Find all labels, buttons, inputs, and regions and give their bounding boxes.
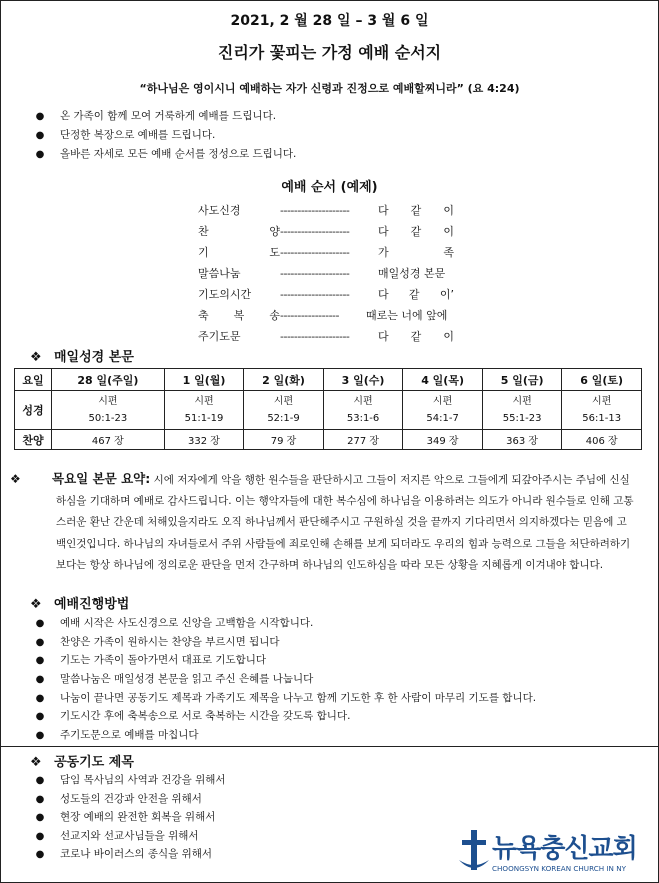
table-header: 2 일(화) <box>244 369 324 391</box>
table-row <box>15 369 642 391</box>
bullet-icon: ● <box>35 636 45 648</box>
table-cell: 시편 52:1-9 <box>244 391 324 430</box>
table-cell: 시편 56:1-13 <box>562 391 642 430</box>
list-item: ● 선교지와 선교사님들을 위해서 <box>20 827 226 846</box>
order-row: 기도의시간 -------------------- 다 같 이’ <box>198 288 454 301</box>
bullet-icon: ● <box>35 793 45 805</box>
list-item: ● 담임 목사님의 사역과 건강을 위해서 <box>20 771 226 790</box>
date-range: 2021, 2 월 28 일 – 3 월 6 일 <box>230 13 429 29</box>
diamond-icon: ❖ <box>30 350 42 365</box>
steps-list <box>20 614 536 745</box>
table-header: 1 일(월) <box>164 369 244 391</box>
table-cell: 467 장 <box>52 430 165 450</box>
divider <box>0 746 659 747</box>
table-cell: 332 장 <box>164 430 244 450</box>
diamond-icon: ❖ <box>10 472 21 486</box>
bullet-icon: ● <box>35 674 45 686</box>
table-cell: 시편 54:1-7 <box>403 391 483 430</box>
prayers-section-title: ❖ 공동기도 제목 <box>30 755 134 770</box>
table-cell: 363 장 <box>482 430 562 450</box>
order-row: 찬 양-------------------- 다 같 이 <box>198 225 454 238</box>
worship-order <box>198 200 454 347</box>
row-label: 성경 <box>15 391 52 430</box>
logo-english-name: CHOONGSYN KOREAN CHURCH IN NY <box>492 864 626 873</box>
worship-rules <box>20 107 296 164</box>
prayers-list <box>20 771 226 864</box>
bullet-icon: ● <box>35 775 45 786</box>
table-cell: 349 장 <box>403 430 483 450</box>
page-title: 진리가 꽃피는 가정 예배 순서지 <box>217 43 442 62</box>
list-item: ● 단정한 복장으로 예배를 드립니다. <box>20 126 296 145</box>
summary-title: 목요일 본문 요약: <box>52 471 151 486</box>
list-item: ● 현장 예배의 완전한 회복을 위해서 <box>20 808 226 827</box>
table-header: 5 일(금) <box>482 369 562 391</box>
list-item: ● 기도는 가족이 돌아가면서 대표로 기도합니다 <box>20 651 536 670</box>
list-item: ● 온 가족이 함께 모여 거룩하게 예배를 드립니다. <box>20 107 296 126</box>
bible-table <box>14 368 642 450</box>
bullet-icon: ● <box>35 730 45 742</box>
order-row: 기 도-------------------- 가 족 <box>198 246 454 259</box>
scripture-verse: “하나님은 영이시니 예배하는 자가 신령과 진정으로 예배할찌니라” (요 4:24) <box>139 82 520 95</box>
order-row: 주기도문 -------------------- 다 같 이 <box>198 330 454 343</box>
bullet-icon: ● <box>35 849 45 861</box>
list-item: ● 올바른 자세로 모든 예배 순서를 정성으로 드립니다. <box>20 145 296 164</box>
table-header: 요일 <box>15 369 52 391</box>
table-cell: 시편 53:1-6 <box>323 391 403 430</box>
order-row: 사도신경 -------------------- 다 같 이 <box>198 204 454 217</box>
steps-section-title: ❖ 예배진행방법 <box>30 597 130 612</box>
list-item: ● 찬양은 가족이 원하시는 찬양을 부르시면 됩니다 <box>20 633 536 652</box>
table-cell: 시편 55:1-23 <box>482 391 562 430</box>
list-item: ● 기도시간 후에 축복송으로 서로 축복하는 시간을 갖도록 합니다. <box>20 707 536 726</box>
bullet-icon: ● <box>35 711 45 723</box>
table-cell: 시편 50:1-23 <box>52 391 165 430</box>
bullet-icon: ● <box>35 149 45 160</box>
table-row <box>15 391 642 430</box>
bullet-icon: ● <box>35 812 45 824</box>
row-label: 찬양 <box>15 430 52 450</box>
bullet-icon: ● <box>35 692 45 704</box>
order-row: 말씀나눔 -------------------- 매일성경 본문 <box>198 267 446 280</box>
order-title: 예배 순서 (예제) <box>281 180 378 195</box>
table-header: 3 일(수) <box>323 369 403 391</box>
bullet-icon: ● <box>35 111 45 122</box>
list-item: ● 성도들의 건강과 안전을 위해서 <box>20 790 226 809</box>
table-cell: 시편 51:1-19 <box>164 391 244 430</box>
diamond-icon: ❖ <box>30 755 42 770</box>
list-item: ● 주기도문으로 예배를 마칩니다 <box>20 726 536 745</box>
diamond-icon: ❖ <box>30 597 42 612</box>
cross-icon <box>458 830 490 874</box>
bullet-icon: ● <box>35 655 45 667</box>
bible-section-title: ❖ 매일성경 본문 <box>30 350 134 365</box>
table-cell: 277 장 <box>323 430 403 450</box>
bullet-icon: ● <box>35 830 45 842</box>
list-item: ● 예배 시작은 사도신경으로 신앙을 고백함을 시작합니다. <box>20 614 536 633</box>
table-header: 28 일(주일) <box>52 369 165 391</box>
bullet-icon: ● <box>35 618 45 629</box>
table-header: 4 일(목) <box>403 369 483 391</box>
table-header: 6 일(토) <box>562 369 642 391</box>
summary-text: 시에 저자에게 악을 행한 원수들을 판단하시고 그들이 저지른 악으로 그들에게 되갚아주시는 주님에 신실하심을 기대하며 예배로 감사드립니다. 이는 행악자들에 대한 복수심에 하나님을 이용하려는 의도가 아니라 원수들로 인해 고통스러운 환난 간운데 처해있을지라도 오직 하나님께서 판단해주시고 구원하실 것을 끝까지 기다리면서 의지하겠다는 믿음에 고백인것입니다. 하나님의 자녀들로서 주위 사람들에 죄로인해 손해를 보게 되더라도 우리의 힘과 능력으로 그들을 처단하려하기 보다는 항상 하나님에 정의로운 판단을 먼저 간구하며 하나님의 인도하심을 따라 모든 상황을 지혜롭게 이겨내야 합니다. <box>56 474 634 571</box>
table-row <box>15 430 642 450</box>
summary-section <box>10 468 636 576</box>
list-item: ● 말씀나눔은 매일성경 본문을 읽고 주신 은혜를 나눕니다 <box>20 670 536 689</box>
bullet-icon: ● <box>35 130 45 141</box>
order-row: 축 복 송----------------- 때로는 너에 앞에 <box>198 309 448 322</box>
table-cell: 406 장 <box>562 430 642 450</box>
list-item: ● 코로나 바이러스의 종식을 위해서 <box>20 845 226 864</box>
list-item: ● 나눔이 끝나면 공동기도 제목과 가족기도 제목을 나누고 함께 기도한 후 한 사람이 마무리 기도를 합니다. <box>20 689 536 708</box>
church-logo <box>458 828 648 878</box>
logo-korean-name: 뉴욕충신교회 <box>492 834 637 864</box>
table-cell: 79 장 <box>244 430 324 450</box>
